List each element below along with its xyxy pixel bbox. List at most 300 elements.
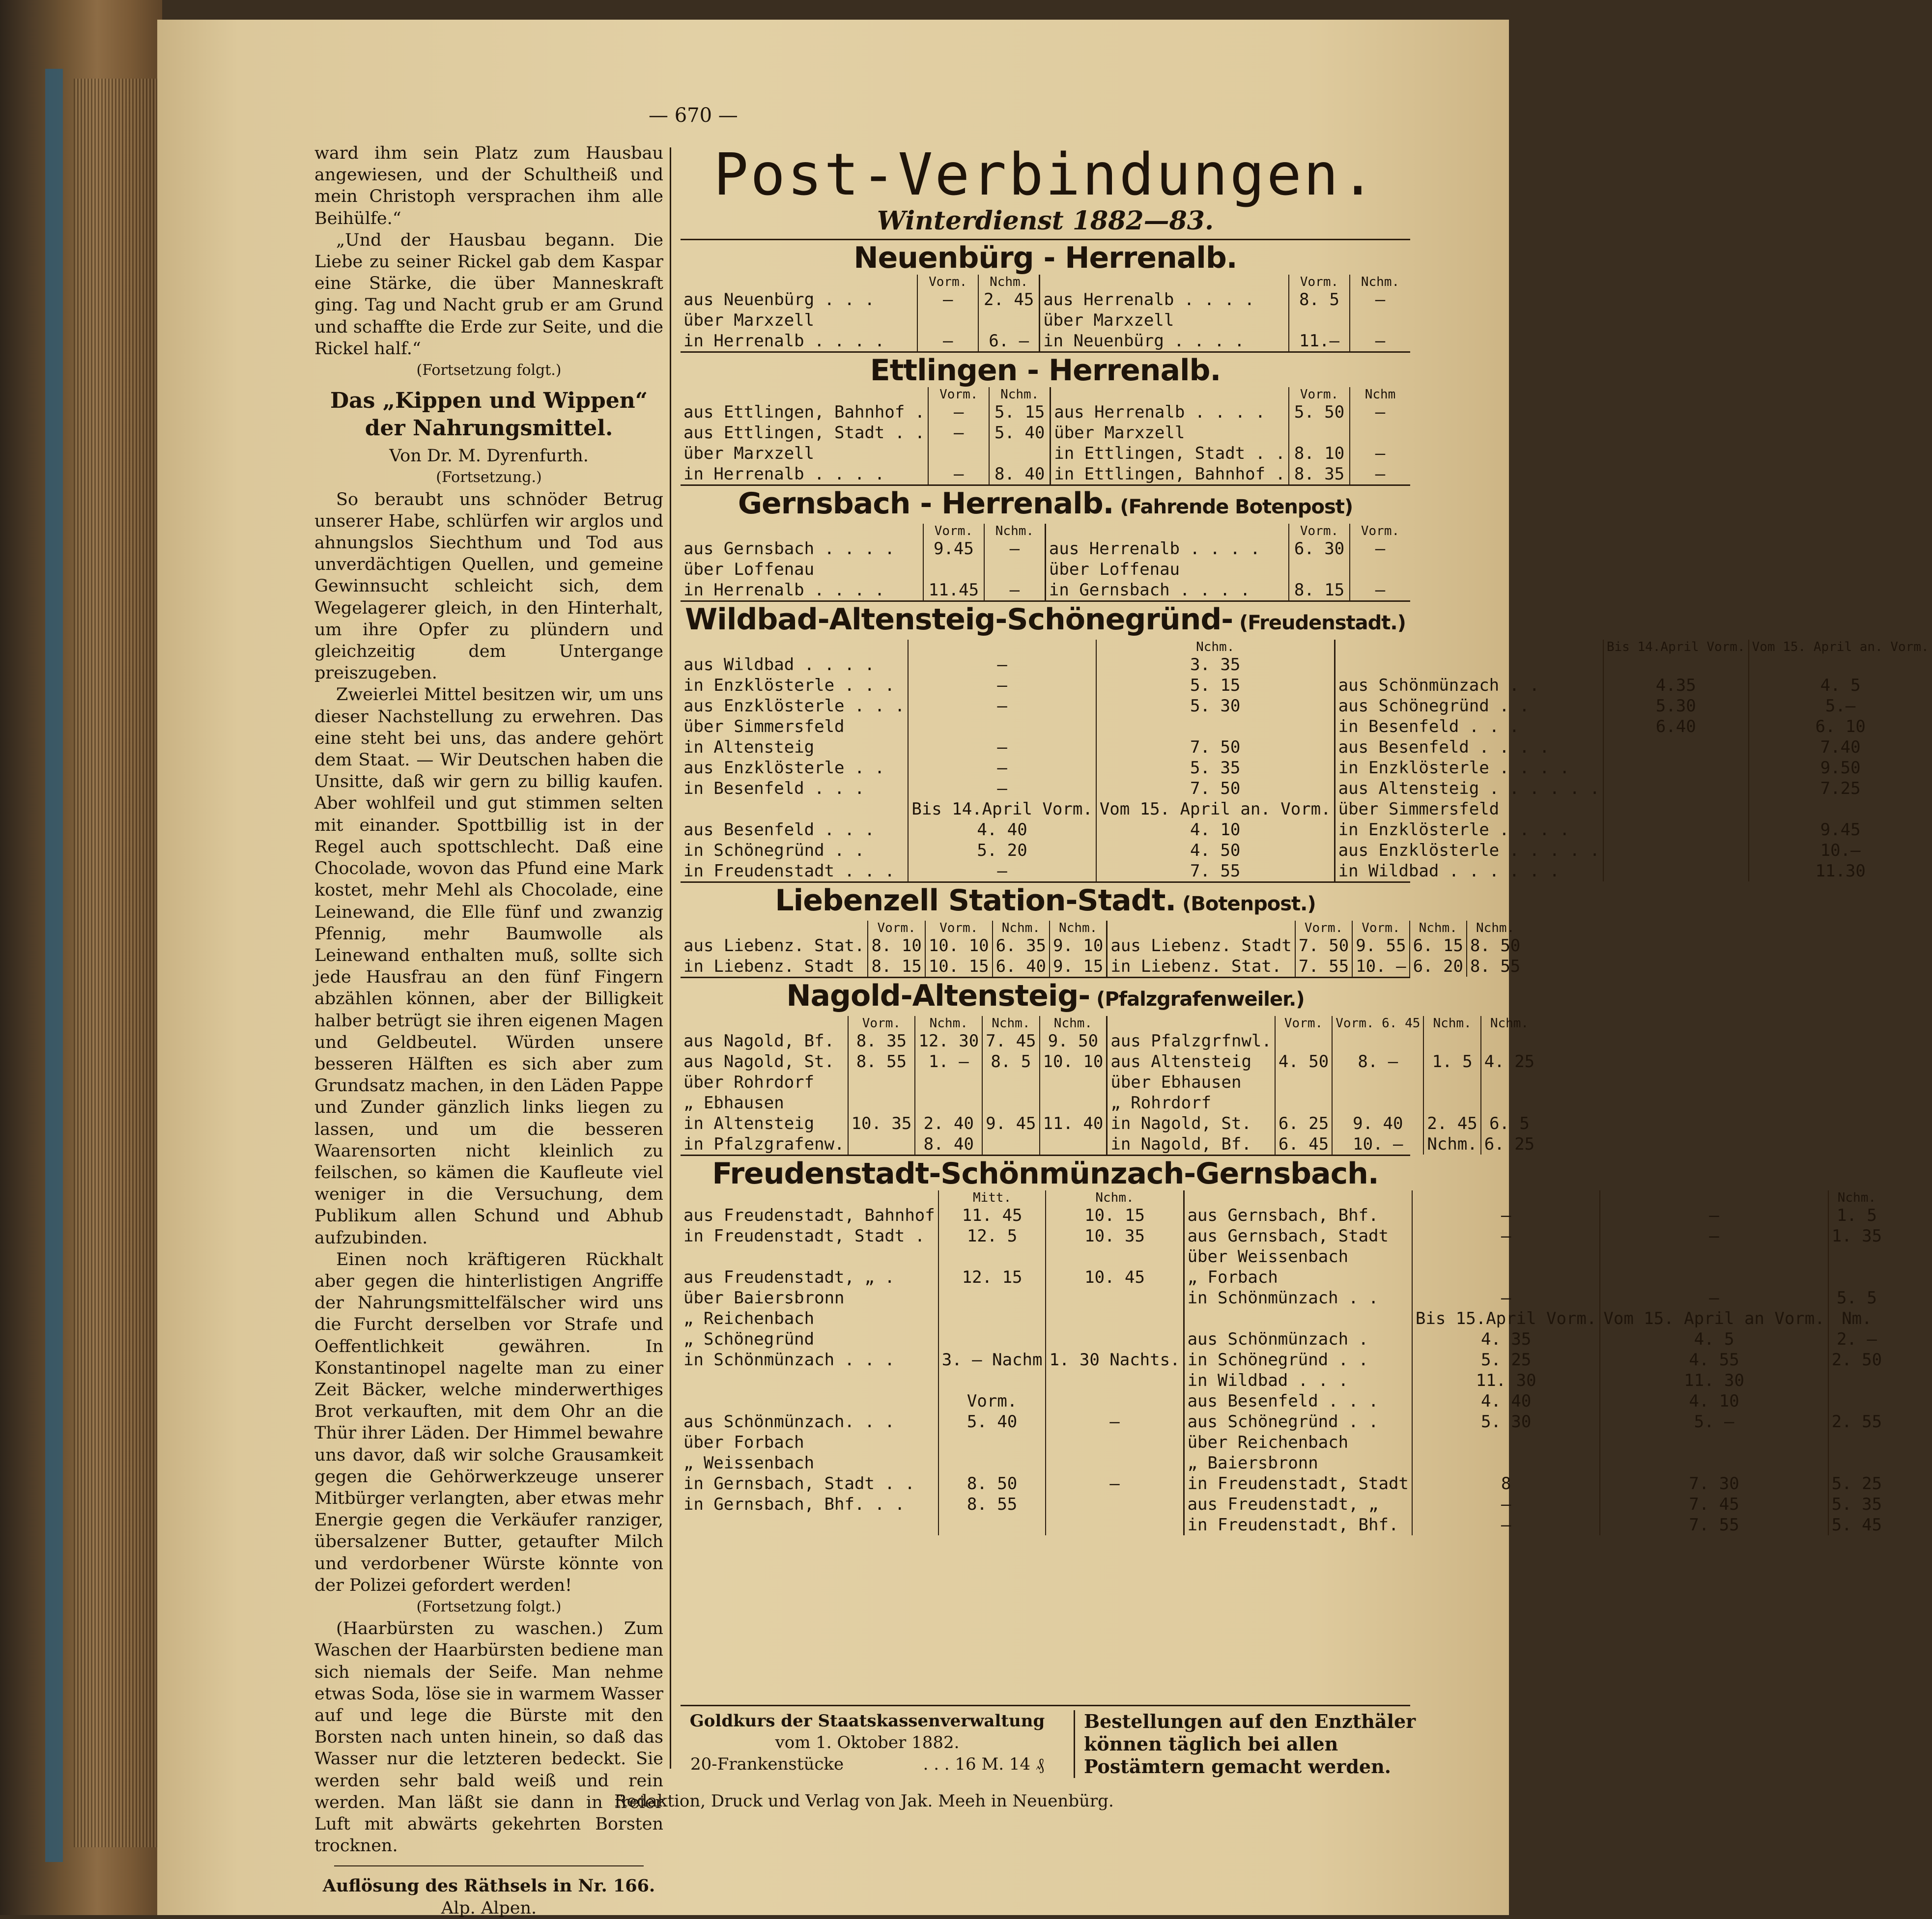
tip-paragraph: (Haarbürsten zu waschen.) Zum Waschen der Haarbürsten bediene man sich niemals der Seife. Man nehme etwas Soda, löse sie in warmem Wasser auf und lege die Bürste mit den Borsten nach unten hinein, so daß das Wasser nur die letzteren bedeckt. Sie werden sehr bald weiß und rein werden. Man läßt sie dann in freier Luft mit abwärts gekehrten Borsten trocknen.: [314, 1619, 663, 1856]
station-name: in Freudenstadt, Stadt: [1184, 1473, 1412, 1494]
departure-time: [1600, 1432, 1828, 1453]
station-name: über Simmersfeld: [1335, 799, 1603, 819]
station-name: aus Ettlingen, Bahnhof .: [683, 402, 925, 422]
station-name: [681, 1515, 938, 1535]
departure-time: 8. 50: [1467, 935, 1523, 956]
departure-time: 8. 55: [848, 1051, 915, 1072]
time-column-header: Nchm.: [1467, 921, 1523, 935]
departure-time: [1040, 1134, 1107, 1155]
station-name: in Altensteig: [683, 1114, 815, 1133]
departure-time: [1412, 1432, 1600, 1453]
departure-time: 9. 40: [1332, 1113, 1423, 1134]
departure-time: 1. —: [915, 1051, 982, 1072]
departure-time: 4. 50: [1096, 840, 1335, 861]
book-edge: [0, 0, 162, 1915]
timetable-section: [681, 881, 1521, 977]
header-blank: [1045, 524, 1289, 538]
station-name: [681, 1370, 938, 1391]
departure-time: 10.—: [1749, 840, 1932, 861]
departure-time: 4. 5: [1749, 675, 1932, 696]
departure-time: 4. 50: [1275, 1051, 1332, 1072]
departure-time: 8. 40: [989, 464, 1050, 484]
departure-time: —: [908, 737, 1096, 758]
route-name: Gernsbach - Herrenalb.: [738, 486, 1114, 521]
station-name: über Baiersbronn: [683, 1288, 845, 1308]
departure-time: 8. 5: [982, 1051, 1039, 1072]
station-name: in Gernsbach . . . .: [1045, 580, 1289, 600]
time-column-header: Vorm.: [1352, 921, 1409, 935]
header-blank: [1107, 1016, 1275, 1031]
departure-time: [1412, 1453, 1600, 1473]
departure-time: 7. 55: [1600, 1515, 1828, 1535]
departure-time: 6. 25: [1481, 1134, 1537, 1155]
departure-time: 5. —: [1600, 1411, 1828, 1432]
departure-time: [1749, 654, 1932, 675]
timetable-section: [681, 600, 1929, 881]
departure-time: [1603, 778, 1749, 799]
station-name: in Schönegründ . .: [1184, 1350, 1412, 1370]
departure-time: 5. 40: [989, 423, 1050, 443]
station-name: über Loffenau: [683, 560, 815, 579]
route-name: Wildbad-Altensteig-Schönegründ-: [685, 602, 1233, 637]
time-column-header: Mitt.: [938, 1190, 1046, 1205]
departure-time: [1412, 1246, 1600, 1267]
departure-time: [1828, 1370, 1885, 1391]
column-divider: [670, 147, 671, 1769]
departure-time: 10. 45: [1046, 1267, 1184, 1288]
riddle-answer: Alp. Alpen.: [441, 1898, 537, 1918]
departure-time: [915, 1072, 982, 1093]
departure-time: 6. 30: [1289, 538, 1350, 559]
departure-time: 5. 25: [1828, 1473, 1885, 1494]
station-name: in Liebenz. Stat.: [1107, 956, 1295, 977]
departure-time: [938, 1308, 1046, 1329]
departure-time: 1. 5: [1423, 1051, 1480, 1072]
departure-time: [1289, 559, 1350, 580]
departure-time: [923, 559, 984, 580]
departure-time: [1828, 1432, 1885, 1453]
departure-time: 10. —: [1352, 956, 1409, 977]
table-row: [681, 402, 1410, 423]
departure-time: —: [1350, 402, 1410, 423]
departure-time: [984, 559, 1046, 580]
byline: Von Dr. M. Dyrenfurth.: [389, 446, 589, 466]
departure-time: 11.30: [1749, 861, 1932, 881]
departure-time: —: [1412, 1494, 1600, 1515]
departure-time: [1828, 1453, 1885, 1473]
departure-time: —: [1350, 443, 1410, 464]
time-column-header: Nchm.: [915, 1016, 982, 1031]
station-name: aus Liebenz. Stadt: [1107, 935, 1295, 956]
station-name: aus Gernsbach, Bhf.: [1184, 1205, 1412, 1226]
station-name: in Altensteig: [683, 737, 815, 757]
departure-time: 4.35: [1603, 675, 1749, 696]
departure-time: 12. 15: [938, 1267, 1046, 1288]
departure-time: [908, 716, 1096, 737]
departure-time: [938, 1453, 1046, 1473]
departure-time: 8. 15: [1289, 580, 1350, 600]
departure-time: 3. 35: [1096, 654, 1335, 675]
station-name: in Enzklösterle . . . .: [1335, 819, 1603, 840]
departure-time: 8. 50: [938, 1473, 1046, 1494]
station-name: in Gernsbach, Bhf. . .: [683, 1495, 905, 1514]
station-name: aus Gernsbach, Stadt: [1184, 1226, 1412, 1246]
departure-time: 11. 30: [1412, 1370, 1600, 1391]
departure-time: [1481, 1093, 1537, 1113]
departure-time: 3. — Nachm: [938, 1350, 1046, 1370]
station-name: aus Gernsbach . . . .: [683, 539, 895, 559]
departure-time: —: [1046, 1473, 1184, 1494]
departure-time: Bis 15.April Vorm.: [1412, 1308, 1600, 1329]
station-name: aus Schönmünzach . .: [1335, 675, 1603, 696]
table-row: [681, 799, 1932, 819]
table-row: [681, 1411, 1885, 1432]
time-column-header: Nchm.: [984, 524, 1046, 538]
station-name: aus Besenfeld . . .: [1184, 1391, 1412, 1411]
departure-time: [1603, 737, 1749, 758]
story-paragraph: „Und der Hausbau begann. Die Liebe zu seiner Rickel gab dem Kaspar eine Stärke, die über Manneskraft ging. Tag und Nacht grub er am Grund und schaffte die Erde zur Seite, und die Rickel half.“: [314, 230, 663, 359]
departure-time: —: [1600, 1288, 1828, 1308]
departure-time: —: [928, 464, 989, 484]
time-column-header: Nchm: [1350, 387, 1410, 402]
departure-time: 10. —: [1332, 1134, 1423, 1155]
timetable-sections: [681, 239, 1929, 1535]
route-name: Neuenbürg - Herrenalb.: [853, 241, 1237, 275]
station-name: in Neuenbürg . . . .: [1040, 331, 1289, 351]
table-row: [681, 1308, 1885, 1329]
gold-rate-date: vom 1. Oktober 1882.: [775, 1733, 960, 1752]
departure-time: 5. 45: [1828, 1515, 1885, 1535]
timetable: [681, 387, 1410, 484]
timetable: [681, 921, 1523, 977]
departure-time: 5. 50: [1289, 402, 1350, 423]
bottom-box: [681, 1705, 1416, 1790]
gold-rate-box: [681, 1710, 1054, 1775]
station-name: aus Liebenz. Stat.: [683, 936, 865, 956]
table-row: [681, 1093, 1537, 1113]
table-row: [681, 956, 1523, 977]
departure-time: 8: [1412, 1473, 1600, 1494]
departure-time: [928, 443, 989, 464]
departure-time: 4. 35: [1412, 1329, 1600, 1350]
header-blank: [681, 1190, 938, 1205]
departure-time: Nchm.: [1423, 1134, 1480, 1155]
gold-rate-value: . . . 16 M. 14 ₰: [923, 1754, 1044, 1774]
header-blank: [1051, 387, 1289, 402]
timetable-section: [681, 484, 1410, 600]
time-column-header: Nchm.: [978, 275, 1040, 289]
station-name: aus Besenfeld . . .: [683, 820, 875, 840]
route-subheading: (Botenpost.): [1176, 893, 1316, 915]
table-row: [681, 1113, 1537, 1134]
table-row: [681, 1494, 1885, 1515]
order-note: Bestellungen auf den Enzthäler können täglich bei allen Postämtern gemacht werden.: [1074, 1710, 1418, 1778]
departure-time: [982, 1072, 1039, 1093]
station-name: über Marxzell: [683, 444, 815, 463]
departure-time: 10. 35: [848, 1113, 915, 1134]
departure-time: [938, 1246, 1046, 1267]
gold-rate-title: Goldkurs der Staatskassenverwaltung: [689, 1711, 1045, 1731]
table-row: [681, 1226, 1885, 1246]
departure-time: 8. 40: [915, 1134, 982, 1155]
departure-time: 1. 5: [1828, 1205, 1885, 1226]
departure-time: [1275, 1031, 1332, 1051]
article-paragraph: So beraubt uns schnöder Betrug unserer Habe, schlürfen wir arglos und ahnungslos Siechthum und Tod aus unverdächtigen Quellen, und gemeine Gewinnsucht schleicht sich, dem Wegelagerer gleich, in den Hinterhalt, um ihre Opfer zu plündern und gleichzeitig dem Untergange preiszugeben.: [314, 489, 663, 683]
departure-time: [1046, 1370, 1184, 1391]
timetable-section: [681, 1155, 1882, 1535]
departure-time: [1046, 1329, 1184, 1350]
timetable: [681, 640, 1932, 881]
time-column-header: Vorm.: [928, 387, 989, 402]
departure-time: 4. 25: [1481, 1051, 1537, 1072]
departure-time: Vom 15. April an. Vorm.: [1096, 799, 1335, 819]
station-name: aus Neuenbürg . . .: [683, 290, 875, 310]
departure-time: [1481, 1072, 1537, 1093]
departure-time: 5. 20: [908, 840, 1096, 861]
station-name: über Marxzell: [1051, 423, 1289, 443]
table-row: [681, 935, 1523, 956]
table-row: [681, 443, 1410, 464]
departure-time: —: [908, 758, 1096, 778]
time-column-header: Nchm.: [1096, 640, 1335, 654]
departure-time: [938, 1329, 1046, 1350]
station-name: in Herrenalb . . . .: [683, 464, 885, 484]
departure-time: 9.45: [923, 538, 984, 559]
departure-time: 9. 50: [1040, 1031, 1107, 1051]
time-column-header: Nchm.: [982, 1016, 1039, 1031]
departure-time: 4. 55: [1600, 1350, 1828, 1370]
route-heading: [681, 241, 1410, 275]
table-row: [681, 559, 1410, 580]
departure-time: [1600, 1453, 1828, 1473]
departure-time: —: [908, 654, 1096, 675]
table-row: [681, 289, 1410, 310]
time-column-header: Vorm.: [868, 921, 925, 935]
departure-time: 8. 55: [1467, 956, 1523, 977]
time-column-header: Nchm.: [1423, 1016, 1480, 1031]
table-row: [681, 1267, 1885, 1288]
departure-time: 10. 35: [1046, 1226, 1184, 1246]
station-name: in Enzklösterle . . . .: [1335, 758, 1603, 778]
departure-time: 8. 5: [1289, 289, 1350, 310]
departure-time: [1350, 310, 1410, 331]
table-row: [681, 423, 1410, 443]
time-column-header: Nchm.: [1481, 1016, 1537, 1031]
header-blank: [681, 1016, 848, 1031]
departure-time: [989, 443, 1050, 464]
station-name: „ Rohrdorf: [1107, 1093, 1275, 1113]
route-heading: [681, 979, 1410, 1016]
departure-time: [1046, 1515, 1184, 1535]
departure-time: [917, 310, 978, 331]
time-column-header: Vorm.: [1289, 524, 1350, 538]
departure-time: [1040, 1072, 1107, 1093]
departure-time: [1600, 1246, 1828, 1267]
departure-time: [1828, 1246, 1885, 1267]
departure-time: 11. 30: [1600, 1370, 1828, 1391]
departure-time: —: [908, 696, 1096, 716]
table-row: [681, 1134, 1537, 1155]
departure-time: [1603, 799, 1749, 819]
departure-time: 7.40: [1749, 737, 1932, 758]
departure-time: 4. 40: [1412, 1391, 1600, 1411]
header-blank: [681, 275, 917, 289]
departure-time: [1828, 1267, 1885, 1288]
departure-time: Bis 14.April Vorm.: [908, 799, 1096, 819]
departure-time: 9. 15: [1050, 956, 1107, 977]
station-name: aus Schönegründ . .: [1184, 1411, 1412, 1432]
station-name: aus Pfalzgrfnwl.: [1107, 1031, 1275, 1051]
table-row: [681, 1205, 1885, 1226]
article-heading: Das „Kippen und Wippen“ der Nahrungsmittel.: [330, 388, 648, 441]
station-name: über Ebhausen: [1107, 1072, 1275, 1093]
departure-time: [1046, 1308, 1184, 1329]
departure-time: [1828, 1391, 1885, 1411]
station-name: in Besenfeld . . .: [1335, 716, 1603, 737]
departure-time: [915, 1093, 982, 1113]
departure-time: —: [917, 331, 978, 351]
time-column-header: Vorm.: [925, 921, 993, 935]
departure-time: 10. 10: [1040, 1051, 1107, 1072]
departure-time: 9.45: [1749, 819, 1932, 840]
timetable: [681, 1016, 1537, 1155]
station-name: in Herrenalb . . . .: [683, 580, 885, 600]
departure-time: —: [908, 675, 1096, 696]
table-row: [681, 861, 1932, 881]
departure-time: Vom 15. April an Vorm.: [1600, 1308, 1828, 1329]
table-row: [681, 464, 1410, 484]
station-name: aus Enzklösterle . .: [683, 758, 885, 778]
departure-time: 8. 10: [1289, 443, 1350, 464]
station-name: aus Schönmünzach. . .: [683, 1412, 895, 1432]
departure-time: 11.45: [923, 580, 984, 600]
header-blank: [681, 640, 908, 654]
time-column-header: Vorm.: [1289, 275, 1350, 289]
station-name: aus Altensteig . . . . . .: [1335, 778, 1603, 799]
header-blank: [681, 524, 923, 538]
table-row: [681, 1051, 1537, 1072]
departure-time: [1046, 1453, 1184, 1473]
station-name: „ Schönegründ: [683, 1329, 815, 1349]
station-name: in Wildbad . . .: [1184, 1370, 1412, 1391]
departure-time: —: [928, 402, 989, 423]
departure-time: [1275, 1072, 1332, 1093]
timetable-section: [681, 977, 1535, 1155]
table-row: [681, 1515, 1885, 1535]
departure-time: 2. 45: [978, 289, 1040, 310]
route-heading: [681, 354, 1410, 387]
departure-time: —: [984, 580, 1046, 600]
station-name: aus Freudenstadt, „: [1184, 1494, 1412, 1515]
departure-time: [1096, 716, 1335, 737]
station-name: [1184, 1308, 1412, 1329]
departure-time: 5.30: [1603, 696, 1749, 716]
table-row: [681, 538, 1410, 559]
station-name: in Besenfeld . . .: [683, 779, 865, 798]
station-name: in Pfalzgrafenw.: [683, 1134, 845, 1154]
table-row: [681, 1329, 1885, 1350]
departure-time: —: [908, 861, 1096, 881]
station-name: aus Enzklösterle . . . . .: [1335, 840, 1603, 861]
departure-time: —: [1350, 464, 1410, 484]
departure-time: [1423, 1093, 1480, 1113]
departure-time: 7. 45: [982, 1031, 1039, 1051]
departure-time: 2. 50: [1828, 1350, 1885, 1370]
page-number: — 670 —: [649, 104, 738, 127]
header-blank: [1184, 1190, 1412, 1205]
continuation-note: (Fortsetzung folgt.): [416, 362, 562, 379]
departure-time: 5. 25: [1412, 1350, 1600, 1370]
station-name: aus Besenfeld . . . .: [1335, 737, 1603, 758]
departure-time: 4. 10: [1096, 819, 1335, 840]
departure-time: 1. 35: [1828, 1226, 1885, 1246]
route-subheading: (Freudenstadt.): [1233, 612, 1406, 634]
departure-time: 5.—: [1749, 696, 1932, 716]
departure-time: 6. 20: [1410, 956, 1467, 977]
header-blank: [681, 387, 928, 402]
time-column-header: Vorm.: [1289, 387, 1350, 402]
riddle-title: Auflösung des Räthsels in Nr. 166.: [322, 1876, 655, 1896]
departure-time: 6. 45: [1275, 1134, 1332, 1155]
table-row: [681, 1391, 1885, 1411]
departure-time: [1600, 1267, 1828, 1288]
departure-time: —: [1350, 538, 1410, 559]
station-name: aus Freudenstadt, Bahnhof: [683, 1206, 935, 1225]
time-column-header: Vorm.: [1295, 921, 1352, 935]
departure-time: 4. 5: [1600, 1329, 1828, 1350]
timetable-subtitle: Winterdienst 1882—83.: [877, 206, 1214, 236]
table-row: [681, 1370, 1885, 1391]
departure-time: —: [1412, 1288, 1600, 1308]
gold-rate-item: 20-Frankenstücke: [690, 1754, 844, 1774]
article-paragraph: Einen noch kräftigeren Rückhalt aber gegen die hinterlistigen Angriffe der Nahrungsmittelfälscher wird uns die Furcht derselben vor Strafe und Oeffentlichkeit gewähren. In Konstantinopel nagelte man zu einer Zeit Bäcker, welche minderwerthiges Brot verkauften, mit dem Ohr an die Thür ihrer Läden. Der Himmel bewahre uns davor, daß wir solche Grausamkeit gegen die Gehörwerkzeuge unserer Mitbürger verlangten, aber etwas mehr Energie gegen die Verkäufer ranziger, übersalzener Butter, getaufter Milch und verdorbener Würste könnte von der Polizei gefordert werden!: [314, 1249, 663, 1595]
station-name: in Freudenstadt, Stadt .: [683, 1226, 925, 1246]
departure-time: 8. 15: [868, 956, 925, 977]
departure-time: 5. 40: [938, 1411, 1046, 1432]
departure-time: [1332, 1031, 1423, 1051]
departure-time: [1603, 840, 1749, 861]
departure-time: [1275, 1093, 1332, 1113]
station-name: aus Herrenalb . . . .: [1040, 289, 1289, 310]
departure-time: [938, 1515, 1046, 1535]
station-name: aus Schönegründ . .: [1335, 696, 1603, 716]
departure-time: 7. 50: [1295, 935, 1352, 956]
station-name: „ Weissenbach: [683, 1453, 815, 1473]
station-name: aus Ettlingen, Stadt . .: [683, 423, 925, 443]
table-row: [681, 1453, 1885, 1473]
route-heading: [681, 884, 1410, 921]
departure-time: —: [928, 423, 989, 443]
departure-time: 9. 10: [1050, 935, 1107, 956]
departure-time: [1046, 1288, 1184, 1308]
station-name: über Rohrdorf: [683, 1072, 815, 1092]
imprint-footer: Redaktion, Druck und Verlag von Jak. Meeh in Neuenbürg.: [614, 1791, 1114, 1811]
departure-time: 5. 35: [1096, 758, 1335, 778]
time-column-header: Nchm.: [989, 387, 1050, 402]
time-column-header: [908, 640, 1096, 654]
departure-time: 1. 30 Nachts.: [1046, 1350, 1184, 1370]
departure-time: 5. 35: [1828, 1494, 1885, 1515]
departure-time: —: [1412, 1515, 1600, 1535]
route-heading: [681, 603, 1410, 640]
station-name: [681, 799, 908, 819]
departure-time: 11.—: [1289, 331, 1350, 351]
time-column-header: [1600, 1190, 1828, 1205]
station-name: über Marxzell: [1040, 310, 1289, 331]
departure-time: —: [1412, 1205, 1600, 1226]
departure-time: 2. —: [1828, 1329, 1885, 1350]
departure-time: [848, 1093, 915, 1113]
